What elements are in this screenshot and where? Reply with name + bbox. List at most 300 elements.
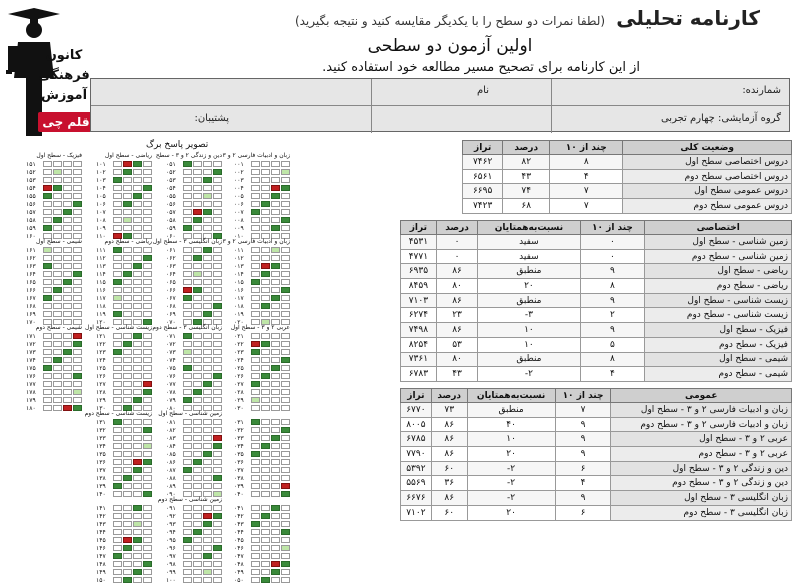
answer-box bbox=[261, 373, 270, 379]
answer-box bbox=[183, 513, 192, 519]
answer-box bbox=[213, 185, 222, 191]
answer-row bbox=[22, 216, 82, 224]
answer-box bbox=[113, 193, 122, 199]
table-row bbox=[401, 403, 792, 418]
answer-box bbox=[203, 303, 212, 309]
answer-row bbox=[22, 404, 82, 412]
answer-box bbox=[143, 349, 152, 355]
answer-box bbox=[73, 349, 82, 355]
answer-box bbox=[123, 553, 132, 559]
answer-row bbox=[162, 418, 222, 426]
answer-box bbox=[133, 287, 142, 293]
answer-box bbox=[43, 397, 52, 403]
answer-box bbox=[123, 483, 132, 489]
answer-box bbox=[281, 185, 290, 191]
answer-box bbox=[183, 303, 192, 309]
answer-group-label: ریاضی - سطح دوم bbox=[104, 238, 152, 245]
answer-box bbox=[281, 333, 290, 339]
answer-row bbox=[92, 372, 152, 380]
answer-box bbox=[43, 405, 52, 411]
answer-box bbox=[183, 467, 192, 473]
answer-box bbox=[63, 333, 72, 339]
answer-box bbox=[251, 225, 260, 231]
answer-box bbox=[261, 311, 270, 317]
answer-group bbox=[158, 410, 222, 498]
answer-box bbox=[133, 389, 142, 395]
answer-box bbox=[193, 217, 202, 223]
answer-box bbox=[183, 255, 192, 261]
subject-cell: ریاضی - سطح دوم bbox=[645, 279, 792, 294]
answer-box bbox=[53, 217, 62, 223]
answer-box bbox=[73, 271, 82, 277]
answer-box bbox=[271, 545, 280, 551]
table-row bbox=[401, 461, 792, 476]
answer-row bbox=[22, 356, 82, 364]
answer-box bbox=[281, 569, 290, 575]
answer-row bbox=[230, 224, 290, 232]
answer-box bbox=[73, 247, 82, 253]
answer-box bbox=[213, 459, 222, 465]
question-number: ۰۹۸ bbox=[166, 560, 176, 568]
specialized-subjects-table bbox=[400, 220, 792, 382]
question-number: ۰۷۴ bbox=[166, 356, 176, 364]
answer-box bbox=[143, 295, 152, 301]
question-number: ۱۳۳ bbox=[96, 434, 106, 442]
answer-box bbox=[193, 553, 202, 559]
answer-box bbox=[53, 161, 62, 167]
answer-box bbox=[73, 365, 82, 371]
answer-box bbox=[271, 397, 280, 403]
answer-box bbox=[183, 349, 192, 355]
answer-box bbox=[213, 209, 222, 215]
answer-box bbox=[133, 397, 142, 403]
answer-box bbox=[251, 185, 260, 191]
answer-box bbox=[53, 279, 62, 285]
answer-box bbox=[183, 271, 192, 277]
score-cell: ۷۳۶۱ bbox=[401, 352, 437, 367]
answer-box bbox=[113, 427, 122, 433]
answer-row bbox=[230, 560, 290, 568]
answer-box bbox=[271, 459, 280, 465]
answer-row bbox=[162, 388, 222, 396]
answer-box bbox=[73, 333, 82, 339]
answer-box bbox=[183, 419, 192, 425]
answer-box bbox=[133, 561, 142, 567]
answer-group bbox=[222, 238, 290, 326]
answer-row bbox=[162, 168, 222, 176]
answer-row bbox=[92, 246, 152, 254]
answer-box bbox=[183, 247, 192, 253]
subject-cell: ریاضی - سطح اول bbox=[645, 264, 792, 279]
answer-row bbox=[22, 278, 82, 286]
question-number: ۰۴۳ bbox=[234, 520, 244, 528]
answer-box bbox=[133, 467, 142, 473]
logo-line2: فرهنگی bbox=[38, 68, 90, 83]
answer-box bbox=[123, 193, 132, 199]
answer-box bbox=[271, 247, 280, 253]
answer-box bbox=[203, 287, 212, 293]
answer-box bbox=[271, 389, 280, 395]
answer-box bbox=[203, 373, 212, 379]
answer-box bbox=[251, 333, 260, 339]
answer-box bbox=[281, 443, 290, 449]
answer-row bbox=[230, 536, 290, 544]
answer-box bbox=[203, 451, 212, 457]
answer-row bbox=[230, 544, 290, 552]
question-number: ۱۶۱ bbox=[26, 246, 36, 254]
question-number: ۱۰۴ bbox=[96, 184, 106, 192]
question-number: ۱۱۴ bbox=[96, 270, 106, 278]
answer-box bbox=[73, 279, 82, 285]
question-number: ۱۰۵ bbox=[96, 192, 106, 200]
answer-box bbox=[133, 201, 142, 207]
table-header: چند از ۱۰ bbox=[550, 141, 623, 155]
question-number: ۰۷۹ bbox=[166, 396, 176, 404]
table-row bbox=[401, 337, 792, 352]
answer-box bbox=[143, 201, 152, 207]
answer-box bbox=[53, 405, 62, 411]
answer-box bbox=[183, 357, 192, 363]
answer-box bbox=[193, 169, 202, 175]
score-cell: ۷۱۰۲ bbox=[401, 505, 432, 520]
answer-box bbox=[43, 271, 52, 277]
answer-box bbox=[261, 217, 270, 223]
answer-box bbox=[143, 357, 152, 363]
answer-row bbox=[92, 286, 152, 294]
question-number: ۰۱۹ bbox=[234, 310, 244, 318]
answer-box bbox=[133, 521, 142, 527]
answer-box bbox=[133, 545, 142, 551]
answer-row bbox=[230, 270, 290, 278]
question-number: ۰۳۸ bbox=[234, 474, 244, 482]
question-number: ۰۲۶ bbox=[234, 372, 244, 380]
answer-box bbox=[43, 365, 52, 371]
answer-row bbox=[230, 160, 290, 168]
answer-box bbox=[113, 483, 122, 489]
answer-box bbox=[261, 271, 270, 277]
answer-row bbox=[92, 262, 152, 270]
answer-box bbox=[213, 349, 222, 355]
answer-box bbox=[213, 217, 222, 223]
answer-box bbox=[143, 341, 152, 347]
percent-cell: ۸۶ bbox=[431, 417, 467, 432]
question-number: ۰۲۹ bbox=[234, 396, 244, 404]
answer-row bbox=[230, 200, 290, 208]
question-number: ۱۱۸ bbox=[96, 302, 106, 310]
logo-badge: قلم چی bbox=[38, 112, 94, 132]
answer-row bbox=[162, 302, 222, 310]
answer-box bbox=[281, 161, 290, 167]
answer-box bbox=[281, 311, 290, 317]
answer-box bbox=[63, 271, 72, 277]
subject-cell: دروس اختصاصی سطح دوم bbox=[623, 169, 792, 184]
answer-box bbox=[271, 279, 280, 285]
answer-box bbox=[123, 475, 132, 481]
answer-box bbox=[203, 529, 212, 535]
answer-row bbox=[22, 294, 82, 302]
table-row bbox=[401, 249, 792, 264]
answer-box bbox=[203, 467, 212, 473]
answer-box bbox=[143, 521, 152, 527]
question-number: ۰۳۶ bbox=[234, 458, 244, 466]
question-number: ۱۲۶ bbox=[96, 372, 106, 380]
relative-cell: ۲۰ bbox=[467, 447, 555, 462]
subject-cell: فیزیک - سطح اول bbox=[645, 323, 792, 338]
answer-row bbox=[22, 348, 82, 356]
answer-box bbox=[63, 405, 72, 411]
relative-cell: منطبق bbox=[478, 352, 580, 367]
answer-box bbox=[251, 295, 260, 301]
subject-cell: دروس عمومی سطح اول bbox=[623, 184, 792, 199]
answer-box bbox=[203, 569, 212, 575]
answer-row bbox=[92, 482, 152, 490]
answer-box bbox=[271, 295, 280, 301]
answer-row bbox=[230, 418, 290, 426]
question-number: ۱۴۱ bbox=[96, 504, 106, 512]
answer-box bbox=[271, 475, 280, 481]
question-number: ۱۶۳ bbox=[26, 262, 36, 270]
answer-row bbox=[92, 458, 152, 466]
answer-row bbox=[162, 348, 222, 356]
answer-row bbox=[162, 246, 222, 254]
answer-box bbox=[143, 381, 152, 387]
answer-box bbox=[271, 185, 280, 191]
answer-box bbox=[43, 247, 52, 253]
answer-row bbox=[22, 310, 82, 318]
question-number: ۰۷۵ bbox=[166, 364, 176, 372]
answer-row bbox=[92, 224, 152, 232]
percent-cell: ۸۶ bbox=[436, 264, 478, 279]
answer-box bbox=[193, 537, 202, 543]
answer-row bbox=[22, 160, 82, 168]
score-cell: ۷۴۲۳ bbox=[463, 199, 503, 214]
answer-box bbox=[113, 209, 122, 215]
table-row bbox=[401, 264, 792, 279]
answer-box bbox=[193, 513, 202, 519]
answer-box bbox=[113, 169, 122, 175]
subject-cell: عربی ۲ و ۳ - سطح دوم bbox=[611, 447, 792, 462]
score-cell: ۵۵۶۹ bbox=[401, 476, 432, 491]
answer-box bbox=[281, 577, 290, 583]
answer-box bbox=[133, 553, 142, 559]
question-number: ۰۱۴ bbox=[234, 270, 244, 278]
answer-box bbox=[261, 529, 270, 535]
subject-cell: عربی ۲ و ۳ - سطح اول bbox=[611, 432, 792, 447]
answer-box bbox=[133, 193, 142, 199]
answer-row bbox=[92, 270, 152, 278]
answer-box bbox=[213, 545, 222, 551]
of10-cell: ۸ bbox=[550, 155, 623, 170]
question-number: ۰۱۱ bbox=[234, 246, 244, 254]
answer-box bbox=[261, 483, 270, 489]
answer-box bbox=[193, 443, 202, 449]
answer-box bbox=[73, 177, 82, 183]
answer-box bbox=[213, 311, 222, 317]
answer-box bbox=[213, 341, 222, 347]
question-number: ۱۵۷ bbox=[26, 208, 36, 216]
answer-box bbox=[213, 365, 222, 371]
answer-row bbox=[162, 552, 222, 560]
answer-box bbox=[73, 303, 82, 309]
answer-row bbox=[162, 450, 222, 458]
answer-box bbox=[123, 561, 132, 567]
answer-row bbox=[230, 294, 290, 302]
question-number: ۱۴۲ bbox=[96, 512, 106, 520]
answer-box bbox=[251, 561, 260, 567]
answer-box bbox=[281, 225, 290, 231]
answer-box bbox=[123, 185, 132, 191]
answer-box bbox=[213, 279, 222, 285]
answer-box bbox=[123, 341, 132, 347]
relative-cell: سفید bbox=[478, 235, 580, 250]
answer-box bbox=[63, 209, 72, 215]
percent-cell: ۶۰ bbox=[431, 505, 467, 520]
overall-status-table bbox=[462, 140, 792, 214]
answer-row bbox=[162, 270, 222, 278]
answer-box bbox=[73, 217, 82, 223]
answer-box bbox=[43, 311, 52, 317]
answer-box bbox=[281, 193, 290, 199]
answer-box bbox=[43, 373, 52, 379]
answer-box bbox=[133, 303, 142, 309]
answer-box bbox=[251, 255, 260, 261]
answer-box bbox=[203, 279, 212, 285]
answer-box bbox=[133, 513, 142, 519]
answer-box bbox=[251, 177, 260, 183]
answer-box bbox=[271, 177, 280, 183]
answer-box bbox=[193, 397, 202, 403]
answer-box bbox=[213, 357, 222, 363]
answer-box bbox=[53, 287, 62, 293]
answer-group-label: ریاضی - سطح اول bbox=[104, 152, 152, 159]
table-row bbox=[401, 323, 792, 338]
answer-box bbox=[123, 537, 132, 543]
answer-box bbox=[63, 201, 72, 207]
answer-box bbox=[261, 381, 270, 387]
table-row bbox=[463, 184, 792, 199]
answer-box bbox=[281, 389, 290, 395]
answer-box bbox=[113, 247, 122, 253]
answer-row bbox=[162, 576, 222, 584]
relative-cell: ۲- bbox=[467, 476, 555, 491]
table-row bbox=[463, 199, 792, 214]
answer-box bbox=[271, 419, 280, 425]
question-number: ۱۵۵ bbox=[26, 192, 36, 200]
answer-sheet-title: تصویر پاسخ برگ bbox=[146, 140, 209, 150]
answer-box bbox=[123, 419, 132, 425]
answer-box bbox=[113, 217, 122, 223]
answer-box bbox=[203, 419, 212, 425]
answer-box bbox=[43, 287, 52, 293]
table-row bbox=[401, 367, 792, 382]
answer-box bbox=[193, 209, 202, 215]
answer-row bbox=[92, 310, 152, 318]
question-number: ۰۶۲ bbox=[166, 254, 176, 262]
answer-group-label: فیزیک - سطح اول bbox=[36, 152, 82, 159]
answer-box bbox=[53, 209, 62, 215]
answer-box bbox=[203, 209, 212, 215]
question-number: ۰۲۰ bbox=[234, 318, 244, 326]
question-number: ۱۰۲ bbox=[96, 168, 106, 176]
answer-row bbox=[230, 302, 290, 310]
of10-cell: ۴ bbox=[555, 476, 611, 491]
question-number: ۱۷۳ bbox=[26, 348, 36, 356]
answer-box bbox=[183, 505, 192, 511]
answer-box bbox=[261, 467, 270, 473]
answer-row bbox=[92, 568, 152, 576]
answer-box bbox=[281, 545, 290, 551]
answer-box bbox=[281, 561, 290, 567]
question-number: ۰۷۱ bbox=[166, 332, 176, 340]
answer-box bbox=[123, 225, 132, 231]
answer-box bbox=[271, 451, 280, 457]
question-number: ۰۳۱ bbox=[234, 418, 244, 426]
question-number: ۱۴۳ bbox=[96, 520, 106, 528]
answer-box bbox=[113, 161, 122, 167]
answer-box bbox=[251, 357, 260, 363]
relative-cell: ۲- bbox=[467, 461, 555, 476]
answer-row bbox=[162, 356, 222, 364]
answer-box bbox=[261, 201, 270, 207]
answer-box bbox=[113, 381, 122, 387]
answer-box bbox=[113, 561, 122, 567]
answer-row bbox=[22, 208, 82, 216]
answer-box bbox=[271, 427, 280, 433]
answer-box bbox=[183, 217, 192, 223]
question-number: ۰۰۳ bbox=[234, 176, 244, 184]
answer-box bbox=[261, 419, 270, 425]
answer-box bbox=[213, 467, 222, 473]
report-title: کارنامه تحلیلی bbox=[616, 6, 760, 30]
table-header: تراز bbox=[401, 221, 437, 235]
score-cell: ۷۱۰۳ bbox=[401, 293, 437, 308]
answer-box bbox=[73, 287, 82, 293]
question-number: ۰۹۴ bbox=[166, 528, 176, 536]
answer-box bbox=[123, 451, 132, 457]
question-number: ۱۴۴ bbox=[96, 528, 106, 536]
question-number: ۰۵۹ bbox=[166, 224, 176, 232]
of10-cell: ۹ bbox=[580, 293, 645, 308]
answer-box bbox=[183, 161, 192, 167]
answer-box bbox=[271, 271, 280, 277]
answer-row bbox=[162, 184, 222, 192]
question-number: ۰۵۷ bbox=[166, 208, 176, 216]
answer-box bbox=[133, 279, 142, 285]
answer-row bbox=[92, 388, 152, 396]
answer-sheet bbox=[6, 140, 296, 584]
answer-row bbox=[22, 302, 82, 310]
answer-box bbox=[63, 303, 72, 309]
answer-box bbox=[123, 443, 132, 449]
answer-row bbox=[162, 294, 222, 302]
relative-cell: ۲۰ bbox=[478, 279, 580, 294]
question-number: ۰۴۲ bbox=[234, 512, 244, 520]
answer-row bbox=[92, 168, 152, 176]
answer-box bbox=[251, 569, 260, 575]
question-number: ۱۱۰ bbox=[96, 232, 106, 240]
answer-group bbox=[157, 496, 222, 584]
answer-box bbox=[281, 435, 290, 441]
answer-group bbox=[84, 324, 152, 412]
question-number: ۰۲۲ bbox=[234, 340, 244, 348]
answer-box bbox=[213, 553, 222, 559]
answer-box bbox=[281, 427, 290, 433]
answer-box bbox=[113, 443, 122, 449]
table-header: چند از ۱۰ bbox=[580, 221, 645, 235]
answer-box bbox=[203, 247, 212, 253]
answer-box bbox=[123, 271, 132, 277]
answer-box bbox=[213, 427, 222, 433]
